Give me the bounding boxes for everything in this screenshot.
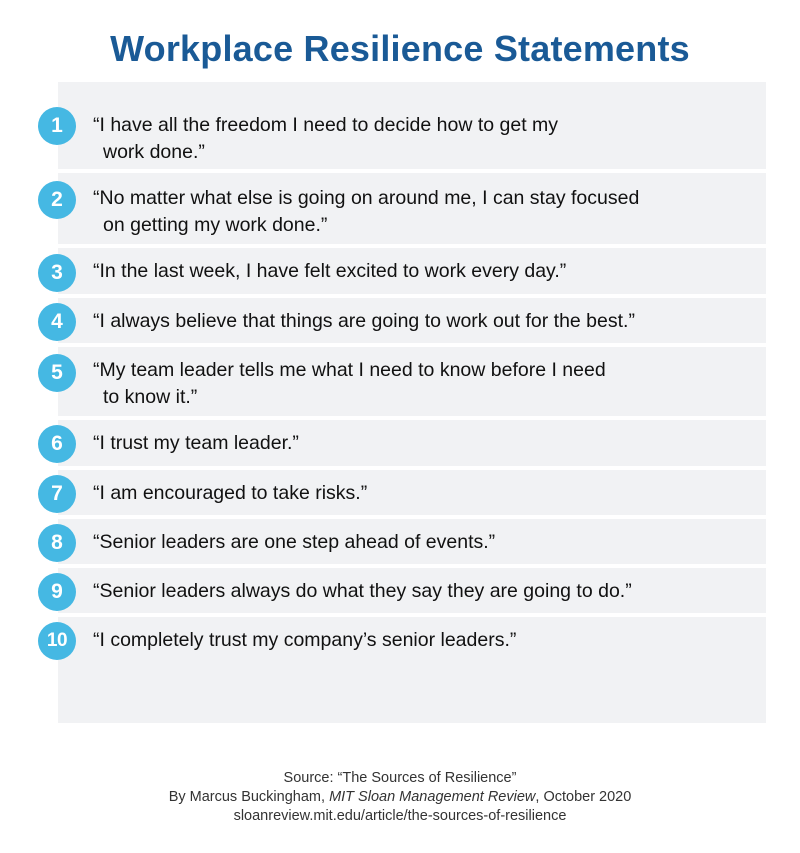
statement-number-badge: 10 <box>38 622 76 660</box>
row-separator <box>58 466 766 470</box>
statement-text <box>93 357 753 411</box>
byline-publication: MIT Sloan Management Review <box>329 789 536 805</box>
statement-line: work done.” <box>103 141 205 163</box>
statement-number-badge: 7 <box>38 475 76 513</box>
source-title: Source: “The Sources of Resilience” <box>283 770 517 786</box>
page-title: Workplace Resilience Statements <box>110 28 690 69</box>
statement-line: “No matter what else is going on around me, I can stay focused <box>93 187 640 209</box>
statement-text: “I trust my team leader.” <box>93 432 299 454</box>
statement-line: to know it.” <box>103 386 198 408</box>
byline-author: By Marcus Buckingham, <box>168 789 330 805</box>
statement-text: “Senior leaders are one step ahead of events.” <box>93 531 496 553</box>
statement-text: “I always believe that things are going to work out for the best.” <box>93 310 635 332</box>
statement-text: “I am encouraged to take risks.” <box>93 482 368 504</box>
statement-line: “My team leader tells me what I need to know before I need <box>93 359 606 381</box>
statement-text: “I completely trust my company’s senior leaders.” <box>93 629 517 651</box>
statement-line: on getting my work done.” <box>103 214 328 236</box>
statement-number-badge: 4 <box>38 303 76 341</box>
statement-text: “In the last week, I have felt excited to work every day.” <box>93 260 567 282</box>
source-citation <box>0 769 800 826</box>
statement-number-badge: 9 <box>38 573 76 611</box>
statement-number-badge: 5 <box>38 354 76 392</box>
row-separator <box>58 613 766 617</box>
byline-date: , October 2020 <box>535 789 632 805</box>
row-separator <box>58 416 766 420</box>
statement-text: “Senior leaders always do what they say they are going to do.” <box>93 580 632 602</box>
statement-number-badge: 1 <box>38 107 76 145</box>
statement-text <box>93 112 753 166</box>
statement-line: “I have all the freedom I need to decide how to get my <box>93 114 559 136</box>
source-url: sloanreview.mit.edu/article/the-sources-of-resilience <box>233 808 567 824</box>
statement-number-badge: 3 <box>38 254 76 292</box>
row-separator <box>58 244 766 248</box>
row-separator <box>58 169 766 173</box>
row-separator <box>58 294 766 298</box>
statement-text <box>93 185 753 239</box>
statement-number-badge: 2 <box>38 181 76 219</box>
source-byline <box>0 788 800 807</box>
statement-number-badge: 8 <box>38 524 76 562</box>
row-separator <box>58 515 766 519</box>
row-separator <box>58 343 766 347</box>
statement-number-badge: 6 <box>38 425 76 463</box>
row-separator <box>58 564 766 568</box>
